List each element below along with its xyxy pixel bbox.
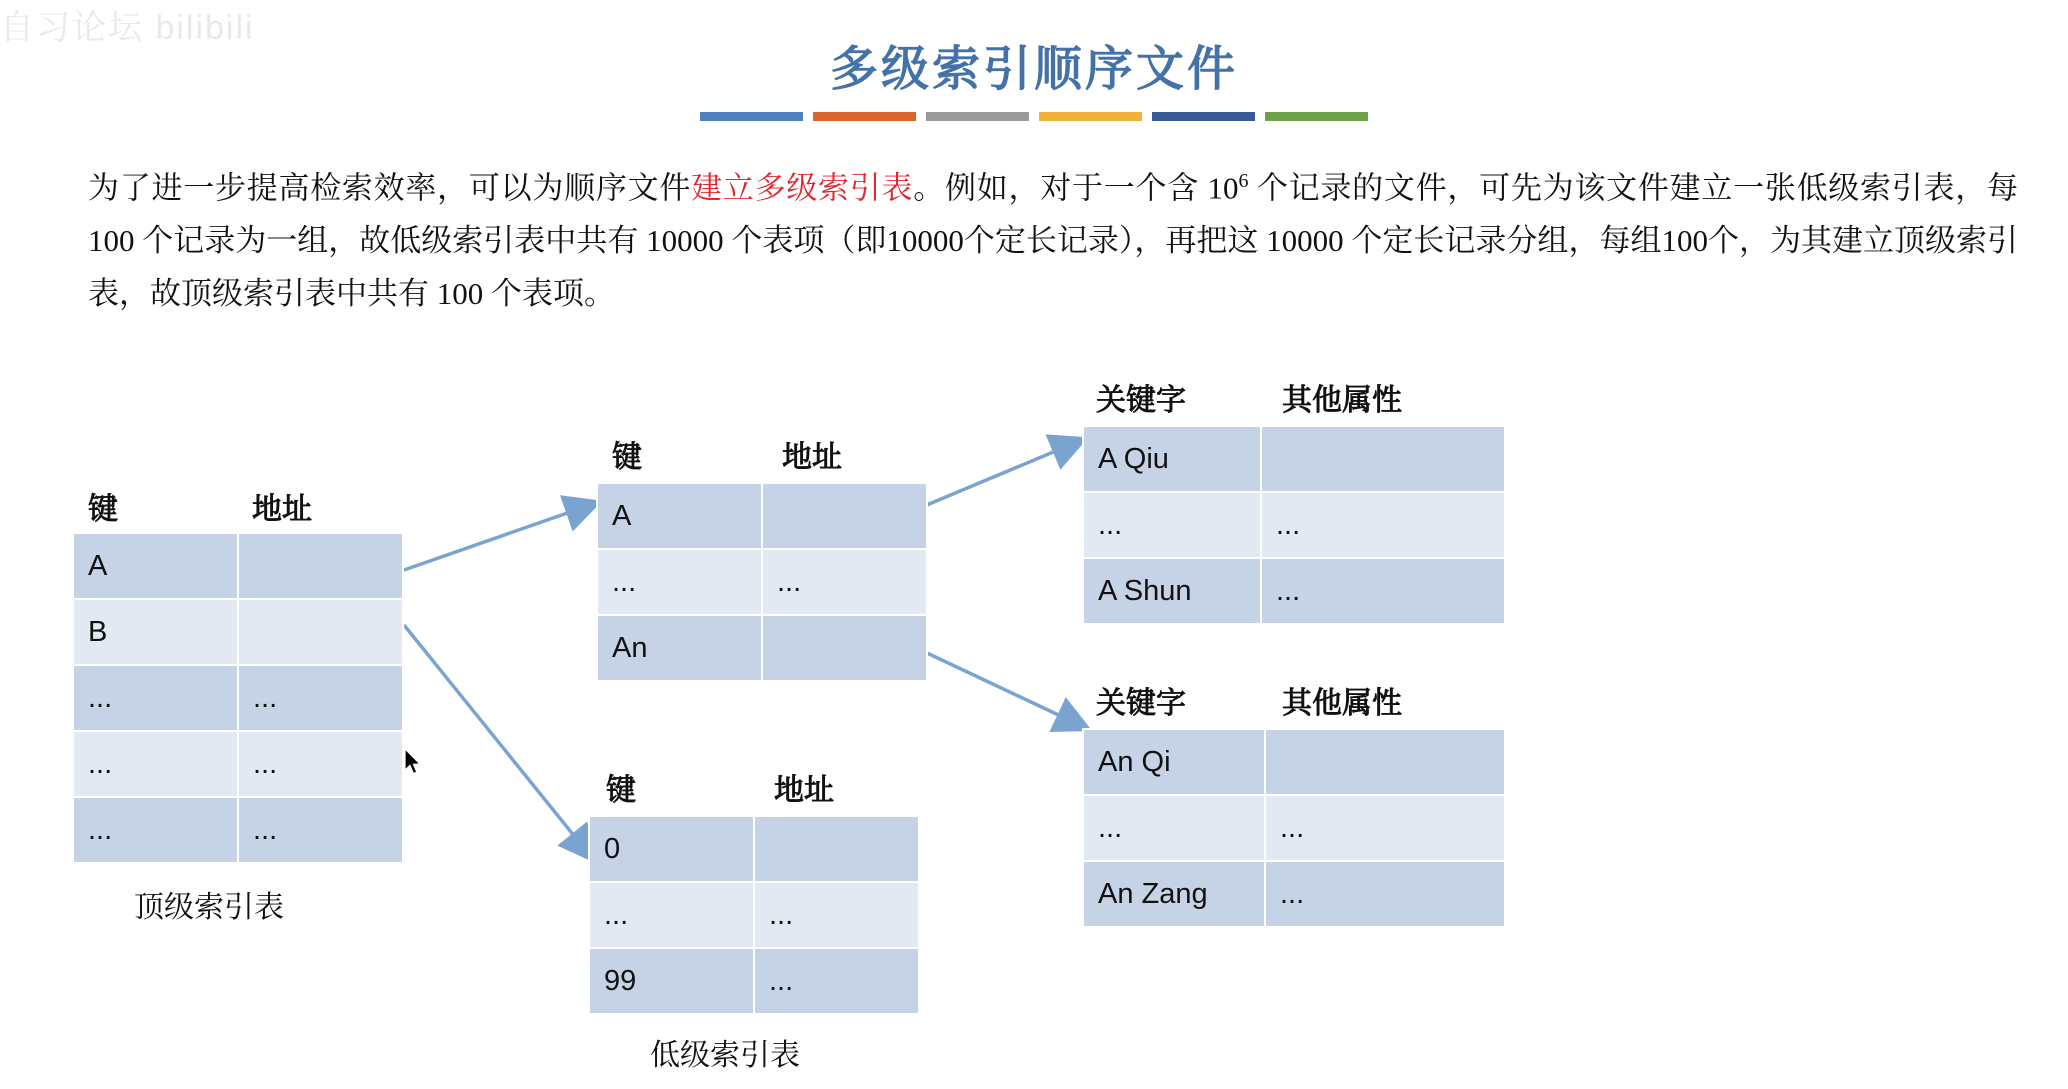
top-index-header-key: 键 bbox=[88, 493, 118, 526]
watermark: 自习论坛 bilibili bbox=[0, 9, 255, 47]
cell-key: ... bbox=[1083, 795, 1265, 861]
arrow-lowA-to-recordsB bbox=[910, 645, 1086, 728]
mouse-cursor bbox=[404, 748, 424, 776]
table-row bbox=[597, 549, 927, 615]
records-b-header-attr: 其他属性 bbox=[1282, 687, 1402, 720]
title-rule-seg-6 bbox=[1265, 112, 1368, 121]
records-b-header-key: 关键字 bbox=[1096, 687, 1186, 720]
table-row bbox=[597, 615, 927, 681]
cell-attr: ... bbox=[1261, 492, 1505, 558]
table-row bbox=[1083, 729, 1505, 795]
cell-key: B bbox=[73, 599, 238, 665]
cell-addr: ... bbox=[238, 665, 403, 731]
table-row bbox=[1083, 426, 1505, 492]
cell-addr bbox=[238, 533, 403, 599]
cell-key: ... bbox=[73, 797, 238, 863]
cell-addr bbox=[762, 615, 927, 681]
table-row bbox=[73, 797, 403, 863]
cell-attr: ... bbox=[1265, 795, 1505, 861]
cell-key: A Qiu bbox=[1083, 426, 1261, 492]
table-row bbox=[73, 533, 403, 599]
title-rule-seg-4 bbox=[1039, 112, 1142, 121]
records-b-table bbox=[1082, 728, 1506, 928]
cell-attr: ... bbox=[1261, 558, 1505, 624]
paragraph-part-3: 个记录的文件，可先为该文件建立一张低级索引表，每 100 个记录为一组，故低级索引表中共有 10000 个表项（即10000个定长记录），再把这 10000 个定长记录分组，每组100个，为其建立顶级索引表，故顶级索引表中共有 100 个表项。 bbox=[88, 170, 2019, 312]
cell-key: An Zang bbox=[1083, 861, 1265, 927]
cell-key: An Qi bbox=[1083, 729, 1265, 795]
cell-attr: ... bbox=[1265, 861, 1505, 927]
paragraph-part-2: 。例如，对于一个含 10 bbox=[913, 170, 1239, 206]
cell-key: ... bbox=[73, 665, 238, 731]
table-row bbox=[589, 882, 919, 948]
top-index-header-addr: 地址 bbox=[252, 493, 312, 526]
cell-key: 0 bbox=[589, 816, 754, 882]
table-row bbox=[73, 731, 403, 797]
top-index-caption: 顶级索引表 bbox=[134, 891, 284, 924]
arrow-top-to-lowA bbox=[404, 503, 596, 570]
top-index-table bbox=[72, 532, 404, 864]
table-row bbox=[1083, 558, 1505, 624]
title-rule-seg-3 bbox=[926, 112, 1029, 121]
table-row bbox=[589, 948, 919, 1014]
paragraph-highlight: 建立多级索引表 bbox=[691, 170, 914, 206]
cell-key: An bbox=[597, 615, 762, 681]
paragraph-part-1: 为了进一步提高检索效率，可以为顺序文件 bbox=[88, 170, 692, 206]
low-index-b-table bbox=[588, 815, 920, 1015]
low-index-b-header-addr: 地址 bbox=[774, 774, 834, 807]
cell-key: A bbox=[73, 533, 238, 599]
table-row bbox=[73, 599, 403, 665]
low-index-b-header-key: 键 bbox=[606, 774, 636, 807]
low-index-a-header-addr: 地址 bbox=[782, 441, 842, 474]
records-a-table bbox=[1082, 425, 1506, 625]
title-rule-seg-5 bbox=[1152, 112, 1255, 121]
cell-attr bbox=[1261, 426, 1505, 492]
arrow-top-to-lowB bbox=[404, 625, 592, 858]
cell-addr bbox=[754, 816, 919, 882]
title-rule-seg-1 bbox=[700, 112, 803, 121]
low-index-caption: 低级索引表 bbox=[650, 1039, 800, 1072]
cell-key: ... bbox=[597, 549, 762, 615]
table-row bbox=[1083, 795, 1505, 861]
table-row bbox=[597, 483, 927, 549]
cell-attr bbox=[1265, 729, 1505, 795]
records-a-header-key: 关键字 bbox=[1096, 384, 1186, 417]
cell-key: A Shun bbox=[1083, 558, 1261, 624]
table-row bbox=[1083, 492, 1505, 558]
table-row bbox=[589, 816, 919, 882]
cell-addr: ... bbox=[754, 882, 919, 948]
table-row bbox=[73, 665, 403, 731]
cell-addr: ... bbox=[762, 549, 927, 615]
cell-addr bbox=[238, 599, 403, 665]
cell-key: ... bbox=[73, 731, 238, 797]
cell-key: 99 bbox=[589, 948, 754, 1014]
records-a-header-attr: 其他属性 bbox=[1282, 384, 1402, 417]
paragraph-superscript: 6 bbox=[1238, 170, 1249, 192]
cell-key: A bbox=[597, 483, 762, 549]
low-index-a-header-key: 键 bbox=[612, 441, 642, 474]
cell-addr: ... bbox=[238, 731, 403, 797]
low-index-a-table bbox=[596, 482, 928, 682]
cell-addr bbox=[762, 483, 927, 549]
arrow-lowA-to-recordsA bbox=[910, 440, 1082, 512]
cell-key: ... bbox=[1083, 492, 1261, 558]
title-rule-seg-2 bbox=[813, 112, 916, 121]
table-row bbox=[1083, 861, 1505, 927]
title-rule bbox=[700, 112, 1368, 121]
cell-addr: ... bbox=[754, 948, 919, 1014]
body-paragraph bbox=[88, 155, 2018, 320]
cell-key: ... bbox=[589, 882, 754, 948]
cell-addr: ... bbox=[238, 797, 403, 863]
page-title: 多级索引顺序文件 bbox=[829, 43, 1238, 96]
